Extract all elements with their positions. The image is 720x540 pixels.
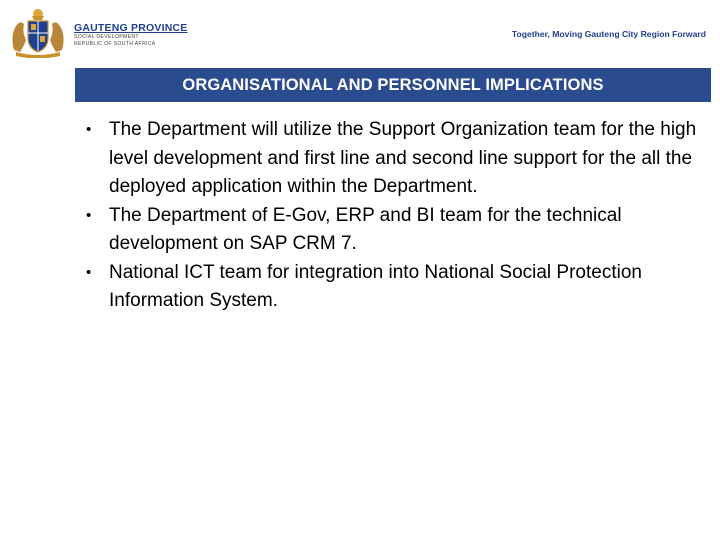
title-bar — [75, 68, 711, 102]
brand-country: REPUBLIC OF SOUTH AFRICA — [74, 40, 156, 47]
list-item — [86, 202, 706, 259]
bullet-text: The Department of E-Gov, ERP and BI team for the technical development on SAP CRM 7. — [109, 204, 622, 254]
list-item — [86, 116, 706, 202]
brand-subtitle: SOCIAL DEVELOPMENT — [74, 34, 139, 40]
bullet-list — [86, 116, 706, 316]
brand-block — [74, 22, 187, 47]
list-item — [86, 259, 706, 316]
bullet-icon: • — [86, 206, 92, 224]
bullet-text: National ICT team for integration into National Social Protection Information System. — [109, 261, 642, 311]
tagline: Together, Moving Gauteng City Region Forward — [511, 29, 706, 39]
bullet-text: The Department will utilize the Support Organization team for the high level development and first line and second line support for the all the deployed application within the Department. — [109, 119, 697, 197]
coat-of-arms-icon — [6, 6, 70, 58]
bullet-icon: • — [86, 263, 92, 281]
header — [0, 0, 720, 70]
page-title: ORGANISATIONAL AND PERSONNEL IMPLICATIONS — [182, 75, 604, 94]
brand-title: GAUTENG PROVINCE — [74, 22, 188, 34]
bullet-icon: • — [86, 121, 92, 138]
